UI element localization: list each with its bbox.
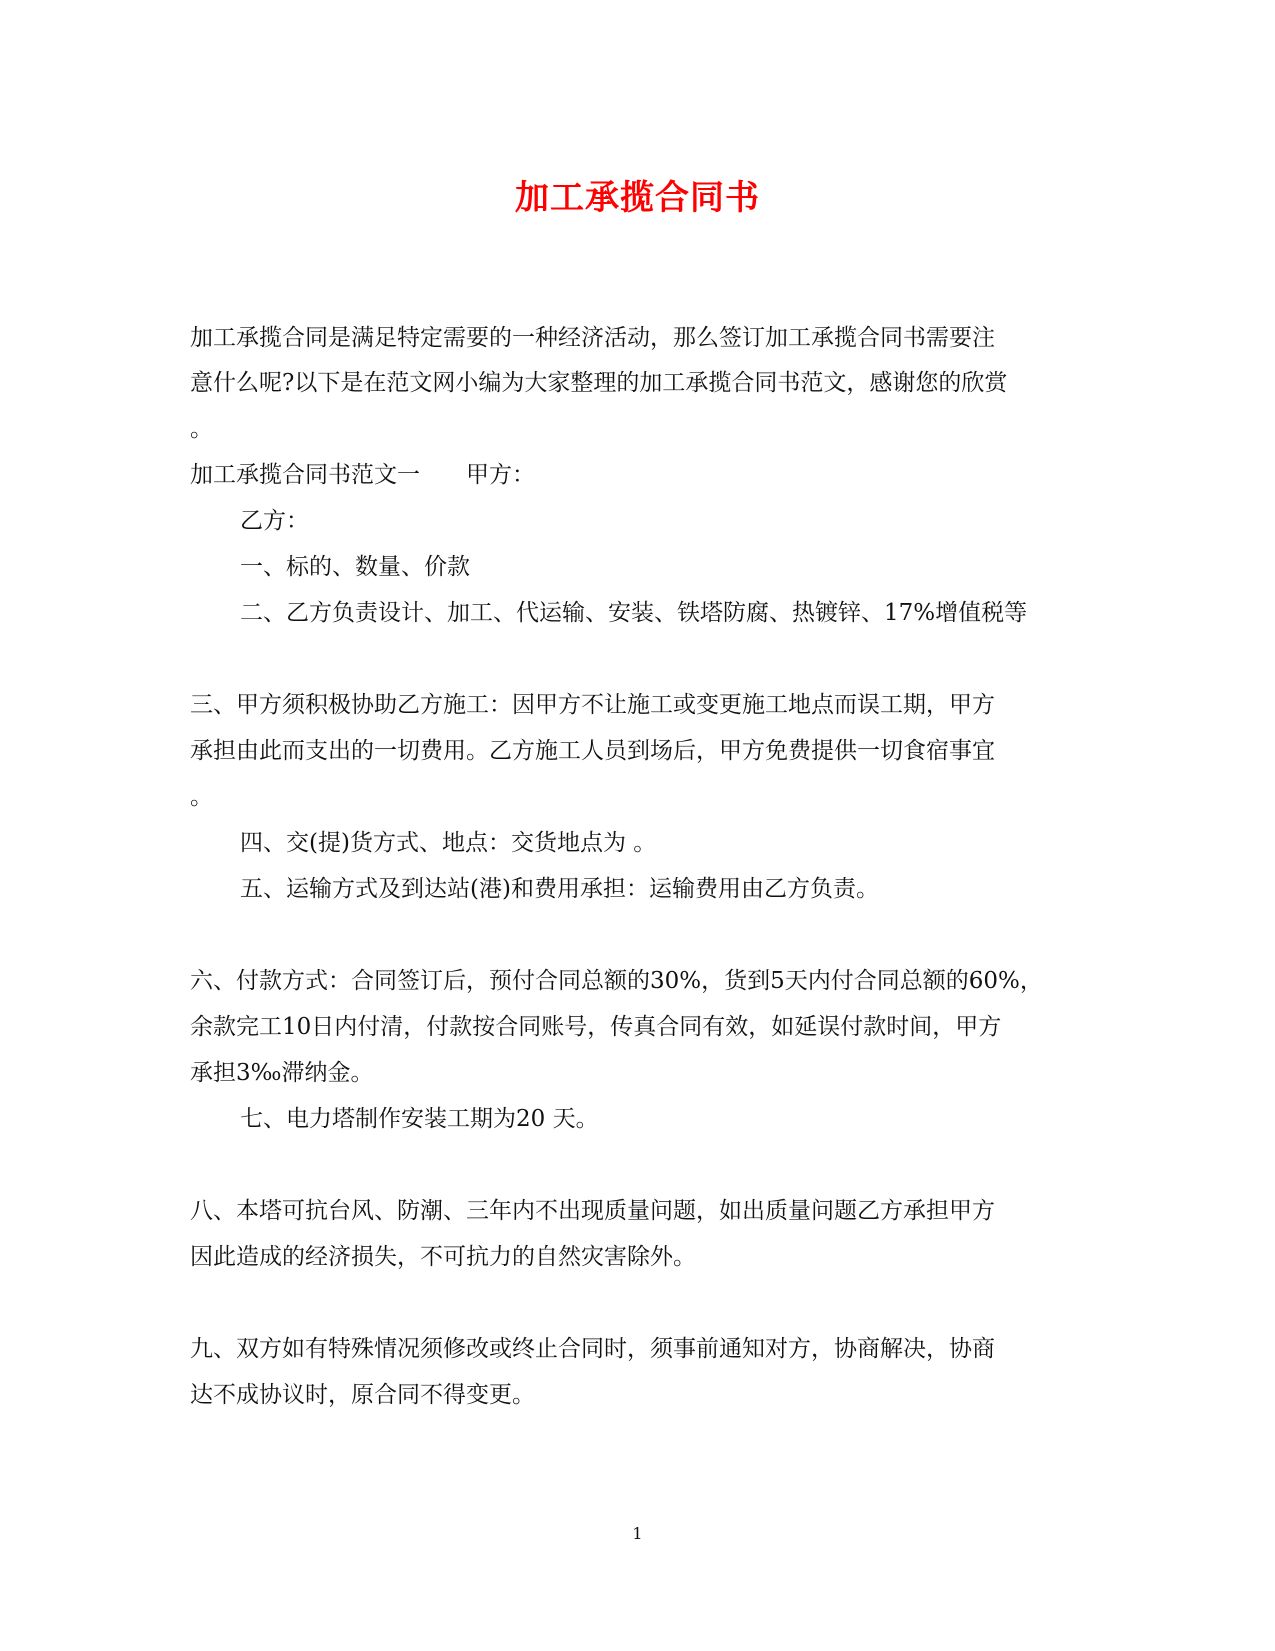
body-line: 加工承揽合同书范文一 甲方： [190, 462, 535, 488]
page-number: 1 [632, 1524, 643, 1543]
body-line: 七、电力塔制作安装工期为20 天。 [240, 1106, 599, 1132]
body-line: 三、甲方须积极协助乙方施工：因甲方不让施工或变更施工地点而误工期，甲方 [190, 692, 995, 718]
body-line: 加工承揽合同是满足特定需要的一种经济活动，那么签订加工承揽合同书需要注 [190, 325, 995, 351]
body-line: 一、标的、数量、价款 [240, 554, 470, 580]
body-line: 四、交(提)货方式、地点：交货地点为 。 [240, 830, 657, 856]
body-line: 八、本塔可抗台风、防潮、三年内不出现质量问题，如出质量问题乙方承担甲方 [190, 1198, 995, 1224]
body-line: 乙方： [240, 508, 309, 534]
body-line: 六、付款方式：合同签订后，预付合同总额的30%，货到5天内付合同总额的60%， [190, 968, 1043, 994]
body-line: 承担由此而支出的一切费用。乙方施工人员到场后，甲方免费提供一切食宿事宜 [190, 738, 995, 764]
body-line: 因此造成的经济损失，不可抗力的自然灾害除外。 [190, 1244, 696, 1270]
body-line: 。 [190, 784, 213, 810]
body-line: 意什么呢?以下是在范文网小编为大家整理的加工承揽合同书范文，感谢您的欣赏 [190, 370, 1008, 396]
document-title: 加工承揽合同书 [515, 178, 760, 218]
body-line: 达不成协议时，原合同不得变更。 [190, 1382, 535, 1408]
body-line: 余款完工10日内付清，付款按合同账号，传真合同有效，如延误付款时间，甲方 [190, 1014, 1002, 1040]
body-line: 。 [190, 416, 213, 442]
body-line: 二、乙方负责设计、加工、代运输、安装、铁塔防腐、热镀锌、17%增值税等 [240, 600, 1028, 626]
body-line: 五、运输方式及到达站(港)和费用承担：运输费用由乙方负责。 [240, 876, 879, 902]
body-line: 九、双方如有特殊情况须修改或终止合同时，须事前通知对方，协商解决，协商 [190, 1336, 995, 1362]
body-line: 承担3‰滞纳金。 [190, 1060, 374, 1086]
